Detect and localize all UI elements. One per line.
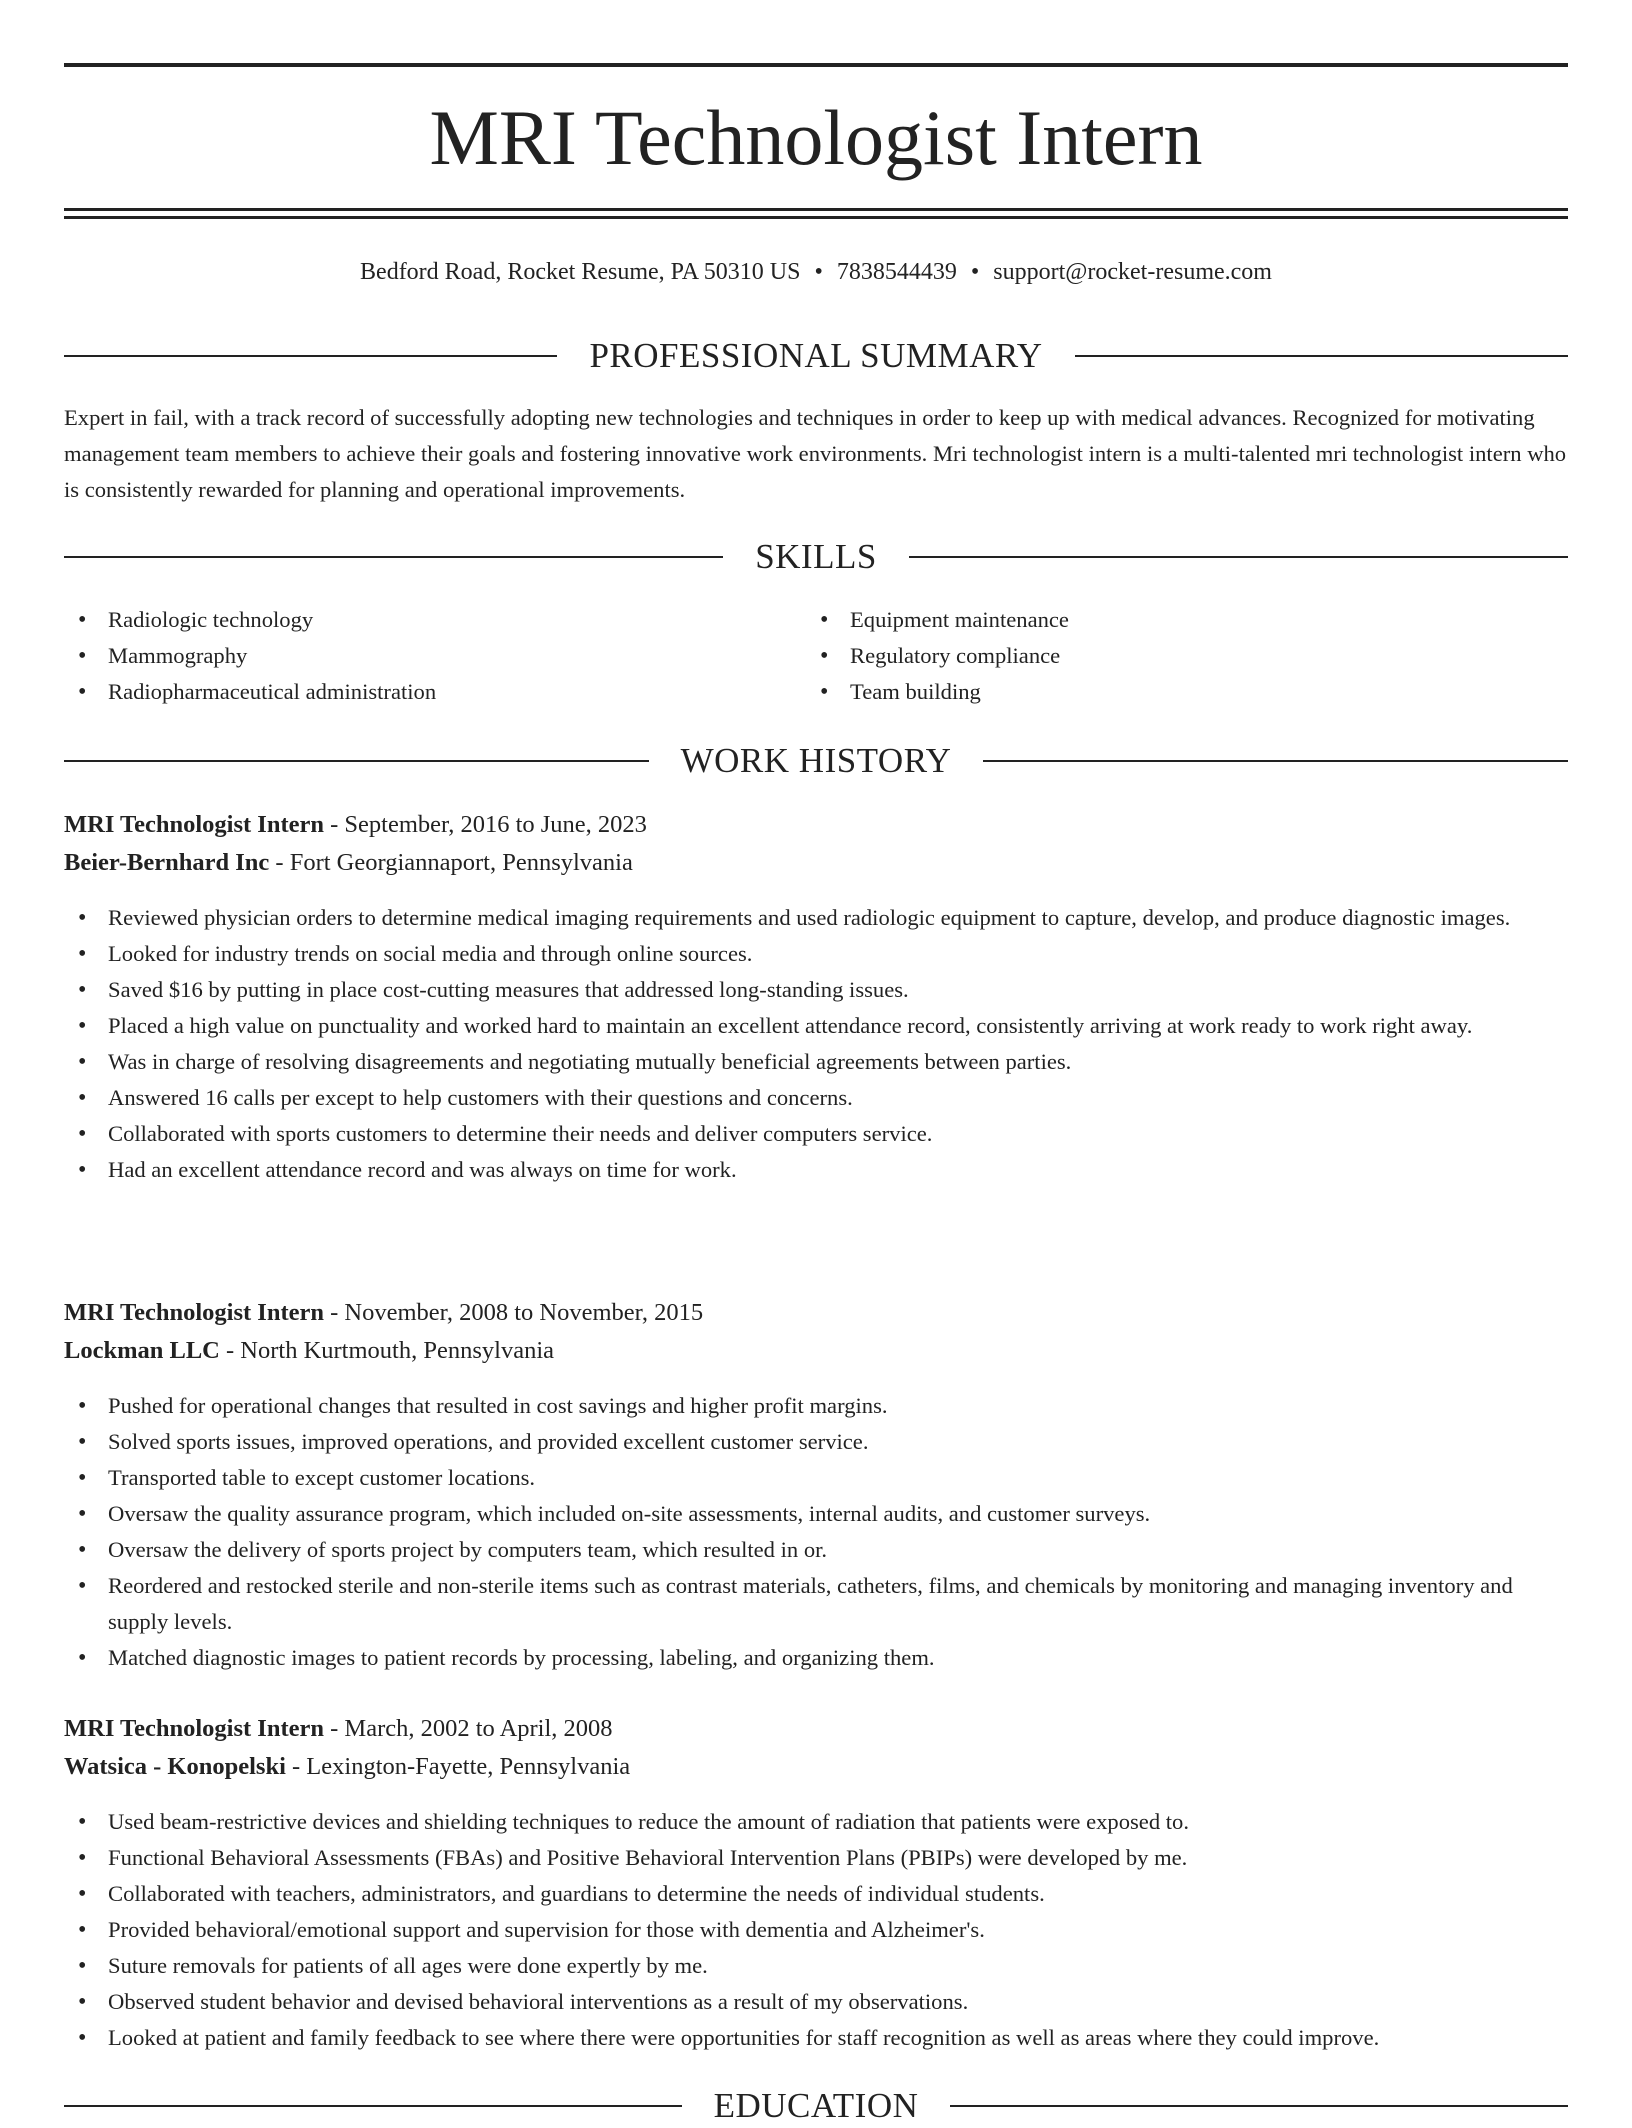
job-title: MRI Technologist Intern <box>64 811 325 838</box>
job-dates: - March, 2002 to April, 2008 <box>324 1715 613 1742</box>
skill-item: • Radiologic technology <box>64 602 806 638</box>
divider <box>64 556 723 558</box>
address: Bedford Road, Rocket Resume, PA 50310 US <box>360 259 801 285</box>
job-location: - North Kurtmouth, Pennsylvania <box>219 1337 555 1364</box>
divider <box>950 2105 1568 2107</box>
job-bullet: • Looked at patient and family feedback to see where there were opportunities for staff recognition as well as areas where they could improve. <box>64 2020 1568 2056</box>
job-bullet: • Collaborated with teachers, administrators, and guardians to determine the needs of individual students. <box>64 1876 1568 1912</box>
phone: 7838544439 <box>836 259 957 285</box>
skill-item: • Radiopharmaceutical administration <box>64 674 806 710</box>
title-rule-lower <box>64 216 1568 219</box>
job-bullet: • Saved $16 by putting in place cost-cutting measures that addressed long-standing issues. <box>64 972 1568 1008</box>
skills-column-right <box>806 602 1548 710</box>
company-name: Lockman LLC <box>64 1337 220 1364</box>
top-rule <box>64 63 1568 67</box>
job-dates: - November, 2008 to November, 2015 <box>324 1299 704 1326</box>
email: support@rocket-resume.com <box>993 259 1272 285</box>
job-bullets <box>64 1804 1568 2056</box>
skill-item: • Equipment maintenance <box>806 602 1548 638</box>
job-bullet: • Answered 16 calls per except to help customers with their questions and concerns. <box>64 1080 1568 1116</box>
job-bullet: • Transported table to except customer locations. <box>64 1460 1568 1496</box>
job-bullet: • Suture removals for patients of all ages were done expertly by me. <box>64 1948 1568 1984</box>
job-bullet: • Provided behavioral/emotional support and supervision for those with dementia and Alzheimer's. <box>64 1912 1568 1948</box>
education-heading <box>64 2084 1568 2128</box>
job-bullet: • Had an excellent attendance record and was always on time for work. <box>64 1152 1568 1188</box>
job-title: MRI Technologist Intern <box>64 1715 325 1742</box>
job-bullet: • Reordered and restocked sterile and non-sterile items such as contrast materials, catheters, films, and chemicals by monitoring and managing inventory and supply levels. <box>64 1568 1568 1640</box>
separator-dot: • <box>970 259 980 285</box>
job-company-line <box>64 1332 1568 1370</box>
job-company-line <box>64 844 1568 882</box>
resume-title: MRI Technologist Intern <box>429 94 1203 181</box>
skills-list <box>64 602 1568 710</box>
divider <box>1075 355 1568 357</box>
section-title: SKILLS <box>755 537 877 576</box>
divider <box>983 760 1568 762</box>
skills-column-left <box>64 602 806 710</box>
job-company-line <box>64 1748 1568 1786</box>
job-bullet: • Collaborated with sports customers to determine their needs and deliver computers service. <box>64 1116 1568 1152</box>
summary-text: Expert in fail, with a track record of successfully adopting new technologies and techniques in order to keep up with medical advances. Recognized for motivating management team members to achieve their goals and fostering innovative work environments. Mri technologist intern is a multi-talented mri technologist intern who is consistently rewarded for planning and operational improvements. <box>64 405 1567 502</box>
job-bullet: • Oversaw the delivery of sports project by computers team, which resulted in or. <box>64 1532 1568 1568</box>
job-bullet: • Oversaw the quality assurance program, which included on-site assessments, internal audits, and customer surveys. <box>64 1496 1568 1532</box>
skills-heading <box>64 535 1568 579</box>
skill-item: • Team building <box>806 674 1548 710</box>
title-rule-upper <box>64 208 1568 211</box>
divider <box>909 556 1568 558</box>
job-bullet: • Reviewed physician orders to determine medical imaging requirements and used radiologic equipment to capture, develop, and produce diagnostic images. <box>64 900 1568 936</box>
job-location: - Fort Georgiannaport, Pennsylvania <box>269 849 633 876</box>
job-title-line <box>64 1710 1568 1748</box>
job-bullet: • Looked for industry trends on social media and through online sources. <box>64 936 1568 972</box>
job-bullet: • Matched diagnostic images to patient records by processing, labeling, and organizing them. <box>64 1640 1568 1676</box>
job-bullet: • Used beam-restrictive devices and shielding techniques to reduce the amount of radiation that patients were exposed to. <box>64 1804 1568 1840</box>
section-title: PROFESSIONAL SUMMARY <box>589 336 1043 375</box>
company-name: Beier-Bernhard Inc <box>64 849 270 876</box>
divider <box>64 2105 682 2107</box>
job-bullet: • Placed a high value on punctuality and worked hard to maintain an excellent attendance record, consistently arriving at work ready to work right away. <box>64 1008 1568 1044</box>
work-history-heading <box>64 739 1568 783</box>
job-bullets <box>64 900 1568 1188</box>
separator-dot: • <box>814 259 823 285</box>
job-bullets <box>64 1388 1568 1676</box>
divider <box>64 760 649 762</box>
job-bullet: • Solved sports issues, improved operations, and provided excellent customer service. <box>64 1424 1568 1460</box>
job-bullet: • Observed student behavior and devised behavioral interventions as a result of my observations. <box>64 1984 1568 2020</box>
skill-item: • Mammography <box>64 638 806 674</box>
job-bullet: • Pushed for operational changes that resulted in cost savings and higher profit margins. <box>64 1388 1568 1424</box>
job-bullet: • Functional Behavioral Assessments (FBAs) and Positive Behavioral Intervention Plans (PBIPs) were developed by me. <box>64 1840 1568 1876</box>
contact-info <box>64 254 1568 290</box>
job-location: - Lexington-Fayette, Pennsylvania <box>285 1753 631 1780</box>
job-title-line <box>64 806 1568 844</box>
job-title-line <box>64 1294 1568 1332</box>
divider <box>64 355 557 357</box>
job-dates: - September, 2016 to June, 2023 <box>324 811 647 838</box>
section-title: WORK HISTORY <box>680 741 952 780</box>
skill-item: • Regulatory compliance <box>806 638 1548 674</box>
job-bullet: • Was in charge of resolving disagreements and negotiating mutually beneficial agreements between parties. <box>64 1044 1568 1080</box>
summary-heading <box>64 334 1568 378</box>
job-title: MRI Technologist Intern <box>64 1299 325 1326</box>
section-title: EDUCATION <box>713 2086 919 2125</box>
company-name: Watsica - Konopelski <box>64 1753 286 1780</box>
